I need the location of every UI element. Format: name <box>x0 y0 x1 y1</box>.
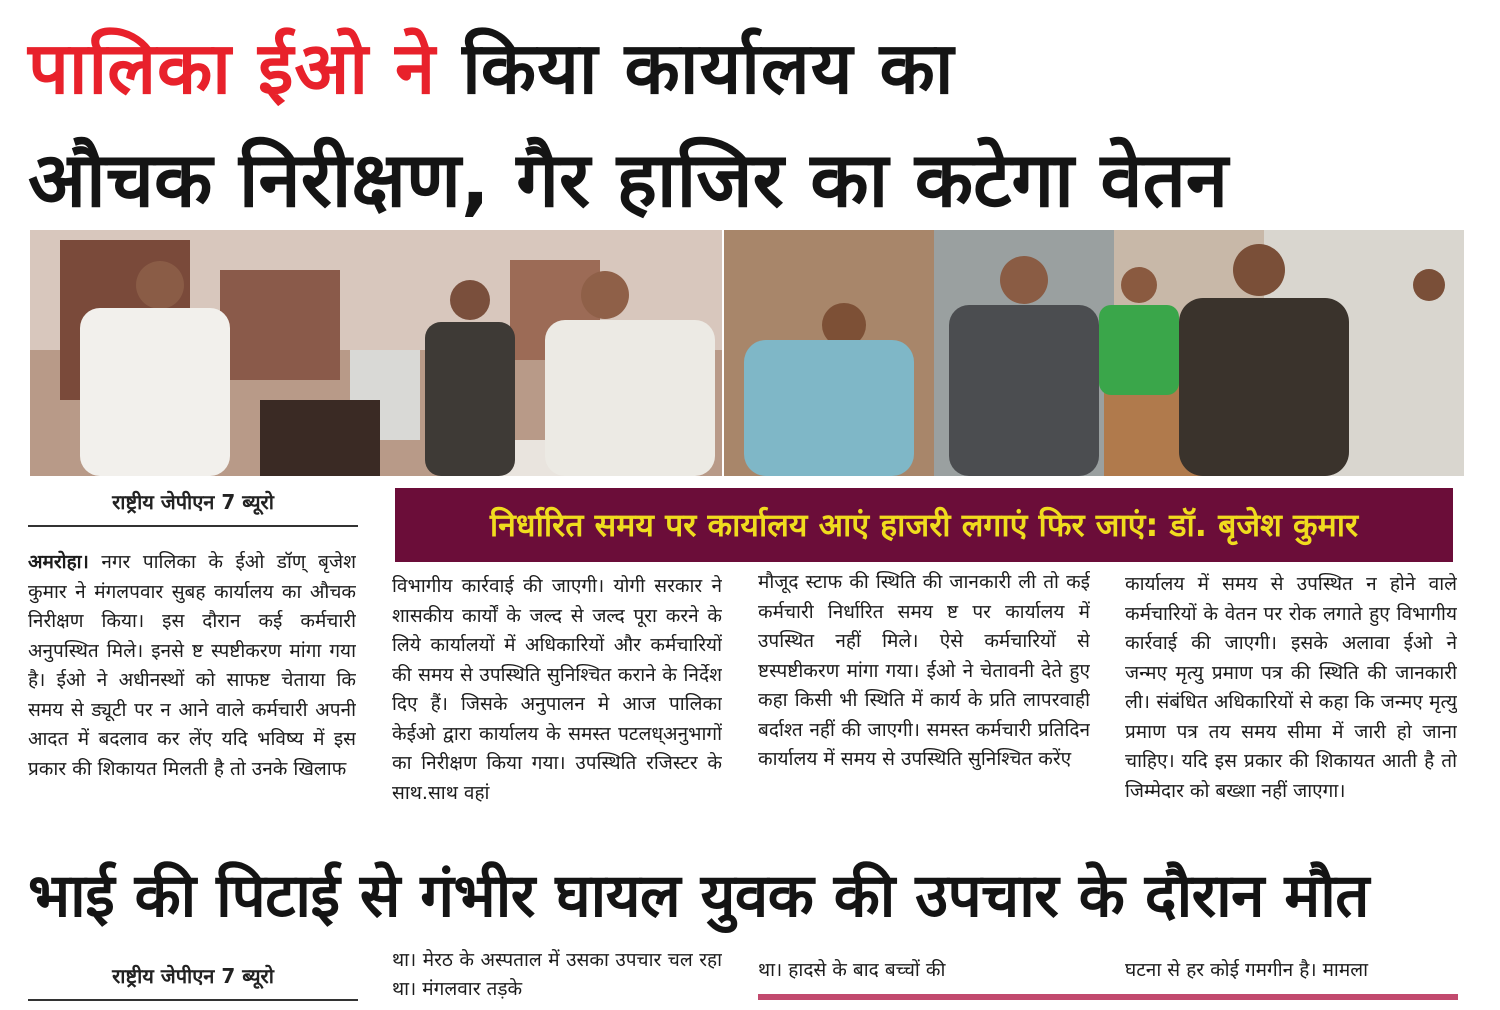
article-column-2 <box>392 572 722 834</box>
photo-right <box>724 230 1464 476</box>
article-col3-text: मौजूद स्टाफ की स्थिति की जानकारी ली तो कई कर्मचारी निर्धारित समय ष्ट पर कार्यालय में उपस्थित नहीं मिले। ऐसे कर्मचारियों से ष्टस्पष्टीकरण मांगा गया। ईओ ने चेतावनी देते हुए कहा किसी भी स्थिति में कार्य के प्रति लापरवाही बर्दाश्त नहीं की जाएगी। समस्त कर्मचारी प्रतिदिन कार्यालय में समय से उपस्थिति सुनिश्चित करेंए <box>758 571 1090 770</box>
second-column-3: था। हादसे के बाद बच्चों की <box>758 959 946 981</box>
headline-black-part: किया कार्यालय का <box>462 26 955 110</box>
second-byline: राष्ट्रीय जेपीएन 7 ब्यूरो <box>28 962 358 1001</box>
photo-left <box>30 230 722 476</box>
second-column-2: था। मेरठ के अस्पताल में उसका उपचार चल रहा था। मंगलवार तड़के <box>392 949 722 1000</box>
second-headline: भाई की पिटाई से गंभीर घायल युवक की उपचार के दौरान मौत <box>28 861 1369 931</box>
subheadline-banner: निर्धारित समय पर कार्यालय आएं हाजरी लगाएं फिर जाएं: डॉ. बृजेश कुमार <box>395 488 1453 562</box>
main-headline-line1 <box>28 18 1468 118</box>
byline: राष्ट्रीय जेपीएन 7 ब्यूरो <box>28 488 358 527</box>
headline-red-part: पालिका ईओ ने <box>28 26 437 110</box>
article-col2-text: विभागीय कार्रवाई की जाएगी। योगी सरकार ने शासकीय कार्यों के जल्द से जल्द पूरा करने के लिये कार्यालयों में अधिकारियों और कर्मचारियों की समय से उपस्थिति सुनिश्चित कराने के निर्देश दिए हैं। जिसके अनुपालन मे आज पालिका केईओ द्वारा कार्यालय के समस्त पटलध्अनुभागों का निरीक्षण किया गया। उपस्थिति रजिस्टर के साथ.साथ वहां <box>392 575 722 804</box>
article-column-4 <box>1125 570 1457 834</box>
main-headline-line2: औचक निरीक्षण, गैर हाजिर का कटेगा वेतन <box>28 135 1229 224</box>
article-col1-text: नगर पालिका के ईओ डॉण् बृजेश कुमार ने मंगलपवार सुबह कार्यालय का औचक निरीक्षण किया। इस दौरान कई कर्मचारी अनुपस्थित मिले। इनसे ष्ट स्पष्टीकरण मांगा गया है। ईओ ने अधीनस्थों को साफष्ट चेताया कि समय से ड्यूटी पर न आने वाले कर्मचारी अपनी आदत में बदलाव कर लेंए यदि भविष्य में इस प्रकार की शिकायत मिलती है तो उनके खिलाफ <box>28 551 356 780</box>
article-column-1 <box>28 548 356 840</box>
article-col4-text: कार्यालय में समय से उपस्थित न होने वाले कर्मचारियों के वेतन पर रोक लगाते हुए विभागीय कार्रवाई की जाएगी। इसके अलावा ईओ ने जन्मए मृत्यु प्रमाण पत्र की स्थिति की जानकारी ली। संबंधित अधिकारियों से कहा कि जन्मए मृत्यु प्रमाण पत्र तय समय सीमा में जारी हो जाना चाहिए। यदि इस प्रकार की शिकायत आती है तो जिम्मेदार को बख्शा नहीं जाएगा। <box>1125 573 1457 802</box>
article-column-3 <box>758 568 1090 834</box>
second-column-4: घटना से हर कोई गमगीन है। मामला <box>1125 959 1369 981</box>
bottom-color-bar <box>758 994 1458 1000</box>
dateline: अमरोहा। <box>28 551 89 573</box>
